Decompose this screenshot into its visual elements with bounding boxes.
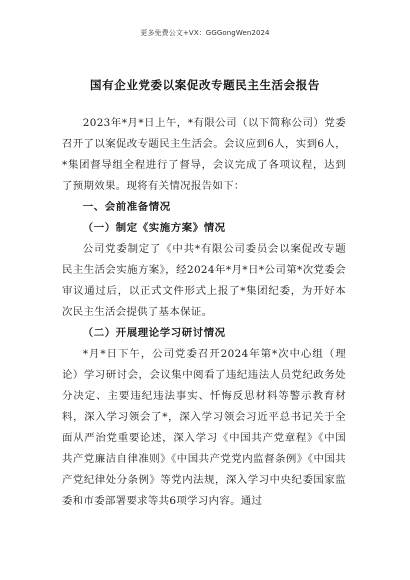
paragraph-intro: 2023年*月*日上午，*有限公司（以下简称公司）党委召开了以案促改专题民主生活会。会议应到6人，实到6人，*集团督导组全程进行了督导，会议完成了各项议程，达到了预期效果。现将有关情况报告如下： bbox=[62, 117, 346, 192]
header-note: 更多免费公文+VX：GGGongWen2024 bbox=[140, 29, 270, 37]
section-heading-1: 一、会前准备情况 bbox=[82, 201, 171, 213]
document-title: 国有企业党委以案促改专题民主生活会报告 bbox=[90, 78, 320, 92]
document-body bbox=[62, 113, 346, 512]
paragraph-study: *月*日下午，公司党委召开2024年第*次中心组（理论）学习研讨会，会议集中阅看了违纪违法人员党纪政务处分决定、主要违纪违法事实、忏悔反思材料等警示教育材料，深入学习领会了*，深入学习领会习近平总书记关于全面从严治党重要论述，深入学习《中国共产党章程》《中国共产党廉洁自律准则》《中国共产党党内监督条例》《中国共产党纪律处分条例》等党内法规，深入学习中央纪委国家监委和市委部署要求等共6项学习内容。通过 bbox=[62, 348, 346, 507]
subsection-heading-2: （二）开展理论学习研讨情况 bbox=[82, 327, 226, 339]
paragraph-plan: 公司党委制定了《中共*有限公司委员会以案促改专题民主生活会实施方案》，经2024年*月*日*公司第*次党委会审议通过后，以正式文件形式上报了*集团纪委，为开好本次民主生活会提供了基本保证。 bbox=[62, 243, 346, 318]
subsection-heading-1: （一）制定《实施方案》情况 bbox=[82, 222, 226, 234]
